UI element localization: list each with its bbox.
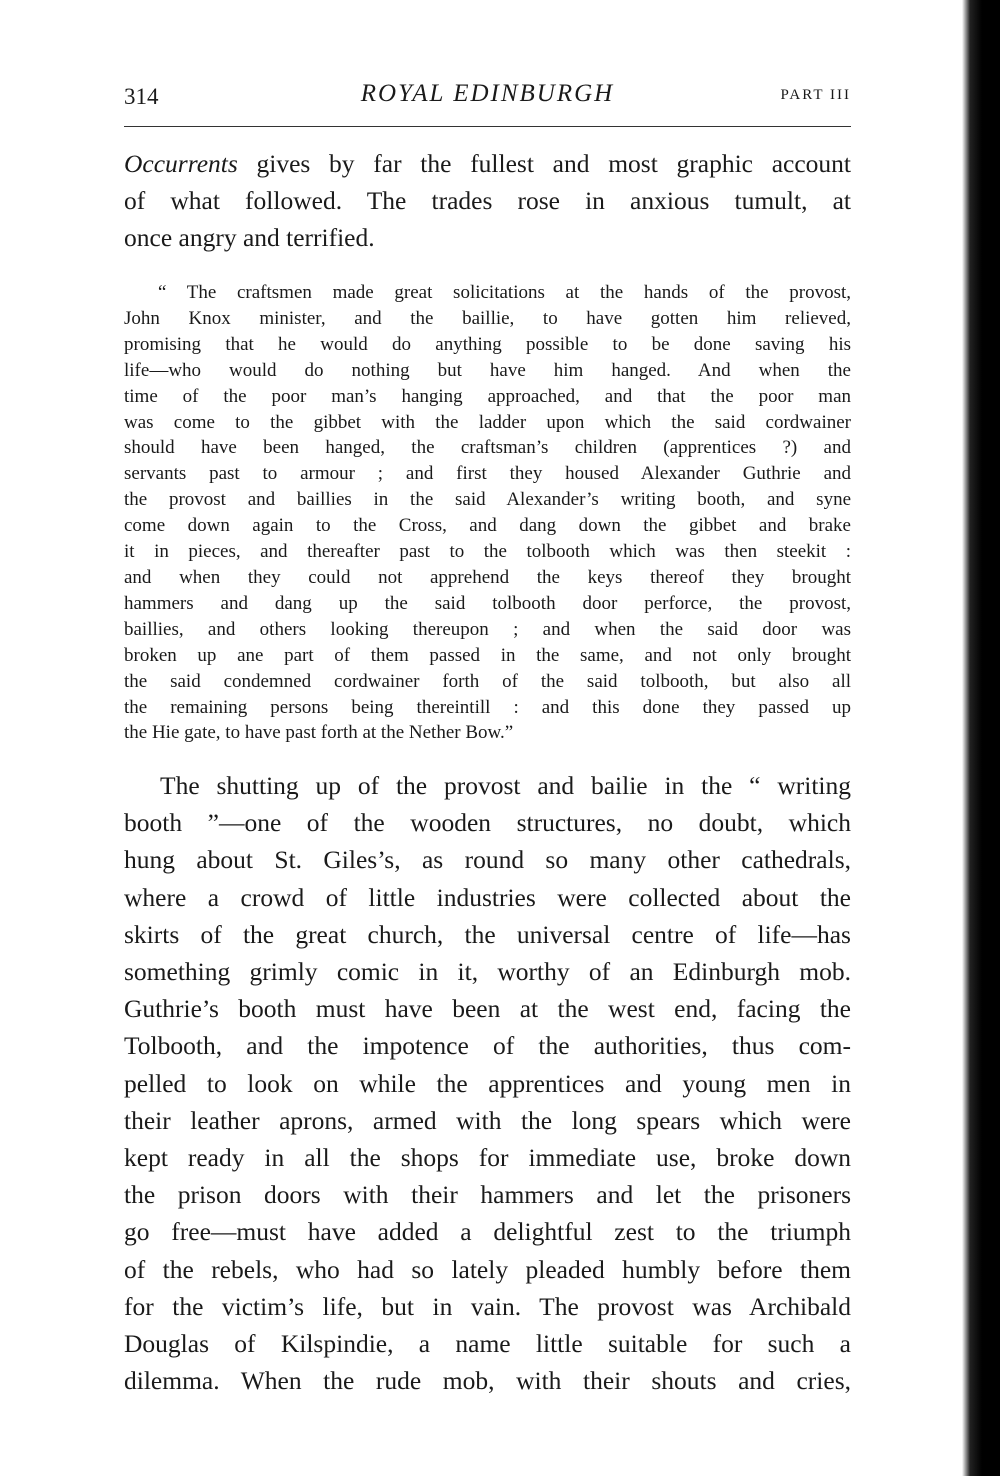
quote-line: servants past to armour ; and first they housed Alexander Guthrie and [124,463,851,485]
text-line [124,145,851,182]
page-header [124,80,851,112]
quote-line: “ The craftsmen made great solicitations at the hands of the provost, [158,282,851,303]
text-line: Tolbooth, and the impotence of the authorities, thus com- [124,1031,851,1061]
block-quotation [124,280,851,746]
text-line: for the victim’s life, but in vain. The provost was Archibald [124,1291,851,1321]
text-line: The shutting up of the provost and bailie in the “ writing [160,771,851,800]
quote-line: come down again to the Cross, and dang down the gibbet and brake [124,515,851,537]
text-line: pelled to look on while the apprentices and young men in [124,1068,851,1098]
text-line: where a crowd of little industries were collected about the [124,882,851,912]
header-rule [124,126,851,127]
text-line: Guthrie’s booth must have been at the west end, facing the [124,994,851,1024]
quote-line: the provost and baillies in the said Alexander’s writing booth, and syne [124,489,851,511]
text-span: gives by far the fullest and most graphic account [237,149,851,178]
quote-line: it in pieces, and thereafter past to the tolbooth which was then steekit : [124,541,851,563]
quote-line: the Hie gate, to have past forth at the Nether Bow.” [124,722,514,744]
text-line: skirts of the great church, the universal centre of life—has [124,919,851,949]
text-line: something grimly comic in it, worthy of an Edinburgh mob. [124,957,851,987]
paragraph-opening [124,145,851,257]
text-line: booth ”—one of the wooden structures, no doubt, which [124,808,851,838]
quote-line: time of the poor man’s hanging approached, and that the poor man [124,385,851,407]
quote-line: broken up ane part of them passed in the same, and not only brought [124,644,851,666]
text-line: of what followed. The trades rose in anxious tumult, at [124,186,851,216]
quote-line: and when they could not apprehend the keys thereof they brought [124,566,851,588]
text-line: the prison doors with their hammers and let the prisoners [124,1180,851,1210]
quote-line: John Knox minister, and the baillie, to have gotten him relieved, [124,307,851,329]
quote-line: the remaining persons being thereintill : and this done they passed up [124,696,851,718]
running-title: ROYAL EDINBURGH [360,80,615,107]
quote-line: baillies, and others looking thereupon ; and when the said door was [124,618,851,640]
quote-line: life—who would do nothing but have him hanged. And when the [124,359,851,381]
text-line: go free—must have added a delightful zest to the triumph [124,1217,851,1247]
page-edge-shadow [950,0,1000,1476]
text-line: of the rebels, who had so lately pleaded humbly before them [124,1254,851,1284]
quote-line: hammers and dang up the said tolbooth door perforce, the provost, [124,592,851,614]
italic-title: Occurrents [124,149,238,178]
text-line: once angry and terrified. [124,223,375,253]
text-line: kept ready in all the shops for immediate use, broke down [124,1143,851,1173]
text-line: dilemma. When the rude mob, with their shouts and cries, [124,1366,851,1396]
part-label: PART III [780,87,851,103]
quote-line: the said condemned cordwainer forth of the said tolbooth, but also all [124,670,851,692]
text-line: hung about St. Giles’s, as round so many other cathedrals, [124,845,851,875]
quote-line: was come to the gibbet with the ladder upon which the said cordwainer [124,411,851,433]
quote-line: should have been hanged, the craftsman’s children (apprentices ?) and [124,437,851,459]
text-line: their leather aprons, armed with the long spears which were [124,1105,851,1135]
paragraph-main [124,767,851,1399]
text-line: Douglas of Kilspindie, a name little suitable for such a [124,1329,851,1359]
quote-line: promising that he would do anything possible to be done saving his [124,333,851,355]
page-number: 314 [124,84,159,109]
